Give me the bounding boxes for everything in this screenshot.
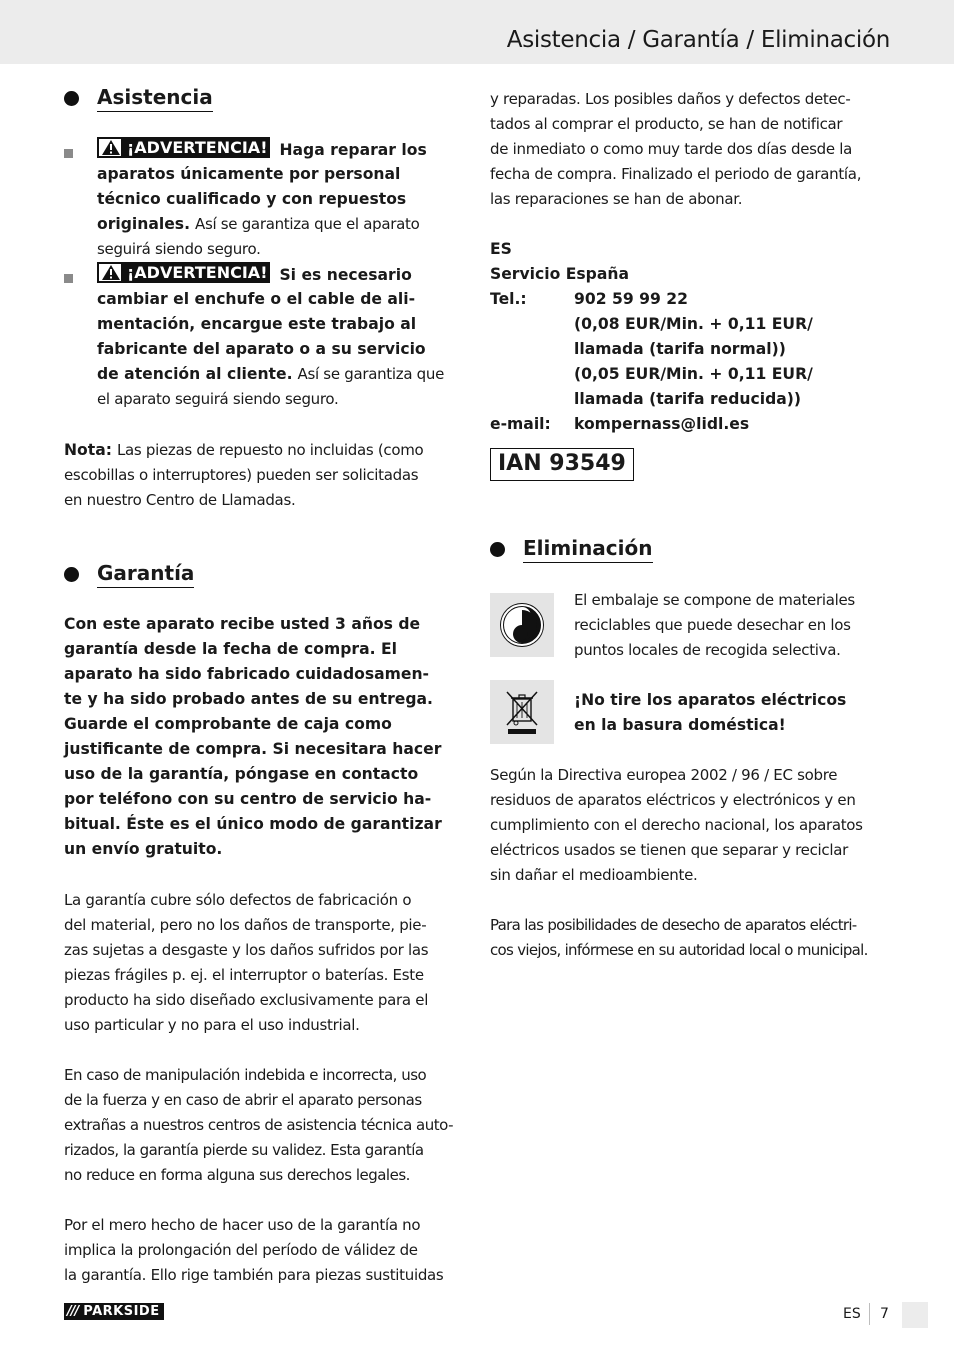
page-header bbox=[0, 0, 954, 64]
footer-tab-marker bbox=[902, 1302, 928, 1328]
bullet-dot-icon bbox=[490, 542, 505, 557]
crossed-out-bin-icon bbox=[490, 680, 554, 744]
section-heading-eliminacion: Eliminación bbox=[490, 535, 653, 563]
footer-divider bbox=[869, 1303, 870, 1325]
footer-language: ES bbox=[843, 1306, 861, 1322]
disposal-info-paragraph: Para las posibilidades de desecho de aparatos eléctri- cos viejos, infórmese en su autoridad local o municipal. bbox=[490, 916, 868, 959]
ian-number-box: IAN 93549 bbox=[490, 448, 634, 481]
tel-number: 902 59 99 22 bbox=[574, 290, 688, 308]
weee-directive-paragraph: Según la Directiva europea 2002 / 96 / EC sobre residuos de aparatos eléctricos y electrónicos y en cumplimiento con el derecho nacional, los aparatos eléctricos usados se tienen que separar y reciclar sin dañar el medioambiente. bbox=[490, 766, 863, 884]
weee-warning-text: ¡No tire los aparatos eléctricos en la basura doméstica! bbox=[574, 691, 847, 734]
packaging-recycle-text: El embalaje se compone de materiales reciclables que puede desechar en los puntos locales de recogida selectiva. bbox=[574, 591, 855, 659]
page-number: 7 bbox=[880, 1306, 889, 1322]
contact-country: ES bbox=[490, 240, 512, 258]
warning-badge: ¡ADVERTENCIA! bbox=[97, 137, 270, 158]
parkside-logo: /// PARKSIDE bbox=[64, 1303, 164, 1320]
warranty-extension-paragraph: Por el mero hecho de hacer uso de la garantía no implica la prolongación del período de válidez de la garantía. Ello rige también para piezas sustituidas bbox=[64, 1216, 444, 1284]
email-label: e-mail: bbox=[490, 415, 551, 433]
warning-triangle-icon bbox=[97, 262, 123, 283]
square-bullet-icon bbox=[64, 274, 73, 283]
note-paragraph: Nota: Las piezas de repuesto no incluidas (como escobillas o interruptores) pueden ser solicitadas en nuestro Centro de Llamadas. bbox=[64, 441, 424, 509]
warranty-coverage-paragraph: La garantía cubre sólo defectos de fabricación o del material, pero no los daños de transporte, pie- zas sujetas a desgaste y los daños sufridos por las piezas frágiles p. ej. el interruptor o baterías. Este producto ha sido diseñado exclusivamente para el uso particular y no para el uso industrial. bbox=[64, 891, 429, 1034]
warranty-bold-paragraph: Con este aparato recibe usted 3 años de garantía desde la fecha de compra. El aparato ha sido fabricado cuidadosamen- te y ha sido probado antes de su entrega. Guarde el comprobante de caja como justificante de compra. Si necesitara hacer uso de la garantía, póngase en contacto por teléfono con su centro de servicio ha- bitual. Éste es el único modo de garantizar un envío gratuito. bbox=[64, 615, 442, 858]
contact-service-name: Servicio España bbox=[490, 265, 629, 283]
green-dot-recycling-icon bbox=[490, 593, 554, 657]
warranty-continued-paragraph: y reparadas. Los posibles daños y defectos detec- tados al comprar el producto, se han de notificar de inmediato o como muy tarde dos días desde la fecha de compra. Finalizado el periodo de garantía, las reparaciones se han de abonar. bbox=[490, 90, 862, 208]
section-heading-garantia: Garantía bbox=[64, 560, 194, 588]
bullet-dot-icon bbox=[64, 91, 79, 106]
square-bullet-icon bbox=[64, 149, 73, 158]
warranty-void-paragraph: En caso de manipulación indebida e incorrecta, uso de la fuerza y en caso de abrir el aparato personas extrañas a nuestros centros de asistencia técnica auto- rizados, la garantía pierde su validez. Esta garantía no reduce en forma alguna sus derechos legales. bbox=[64, 1066, 454, 1184]
warning-badge: ¡ADVERTENCIA! bbox=[97, 262, 270, 283]
email-address: kompernass@lidl.es bbox=[574, 415, 750, 433]
warning-item-1: ¡ADVERTENCIA! Haga reparar los aparatos únicamente por personal técnico cualificado y con repuestos originales. Así se garantiza que el aparato seguirá siendo seguro. bbox=[64, 137, 464, 262]
tel-label: Tel.: bbox=[490, 290, 527, 308]
bullet-dot-icon bbox=[64, 567, 79, 582]
warning-triangle-icon bbox=[97, 137, 123, 158]
service-contact-block: ES Servicio España Tel.: 902 59 99 22 (0,08 EUR/Min. + 0,11 EUR/ llamada (tarifa normal)) (0,05 EUR/Min. + 0,11 EUR/ llamada (tarifa reducida)) e-mail: kompernass@lidl.es bbox=[490, 237, 895, 437]
warning-item-2: ¡ADVERTENCIA! Si es necesario cambiar el enchufe o el cable de ali- mentación, encargue este trabajo al fabricante del aparato o a su servicio de atención al cliente. Así se garantiza que el aparato seguirá siendo seguro. bbox=[64, 262, 464, 412]
page-title: Asistencia / Garantía / Eliminación bbox=[506, 27, 890, 53]
section-heading-asistencia: Asistencia bbox=[64, 84, 213, 112]
